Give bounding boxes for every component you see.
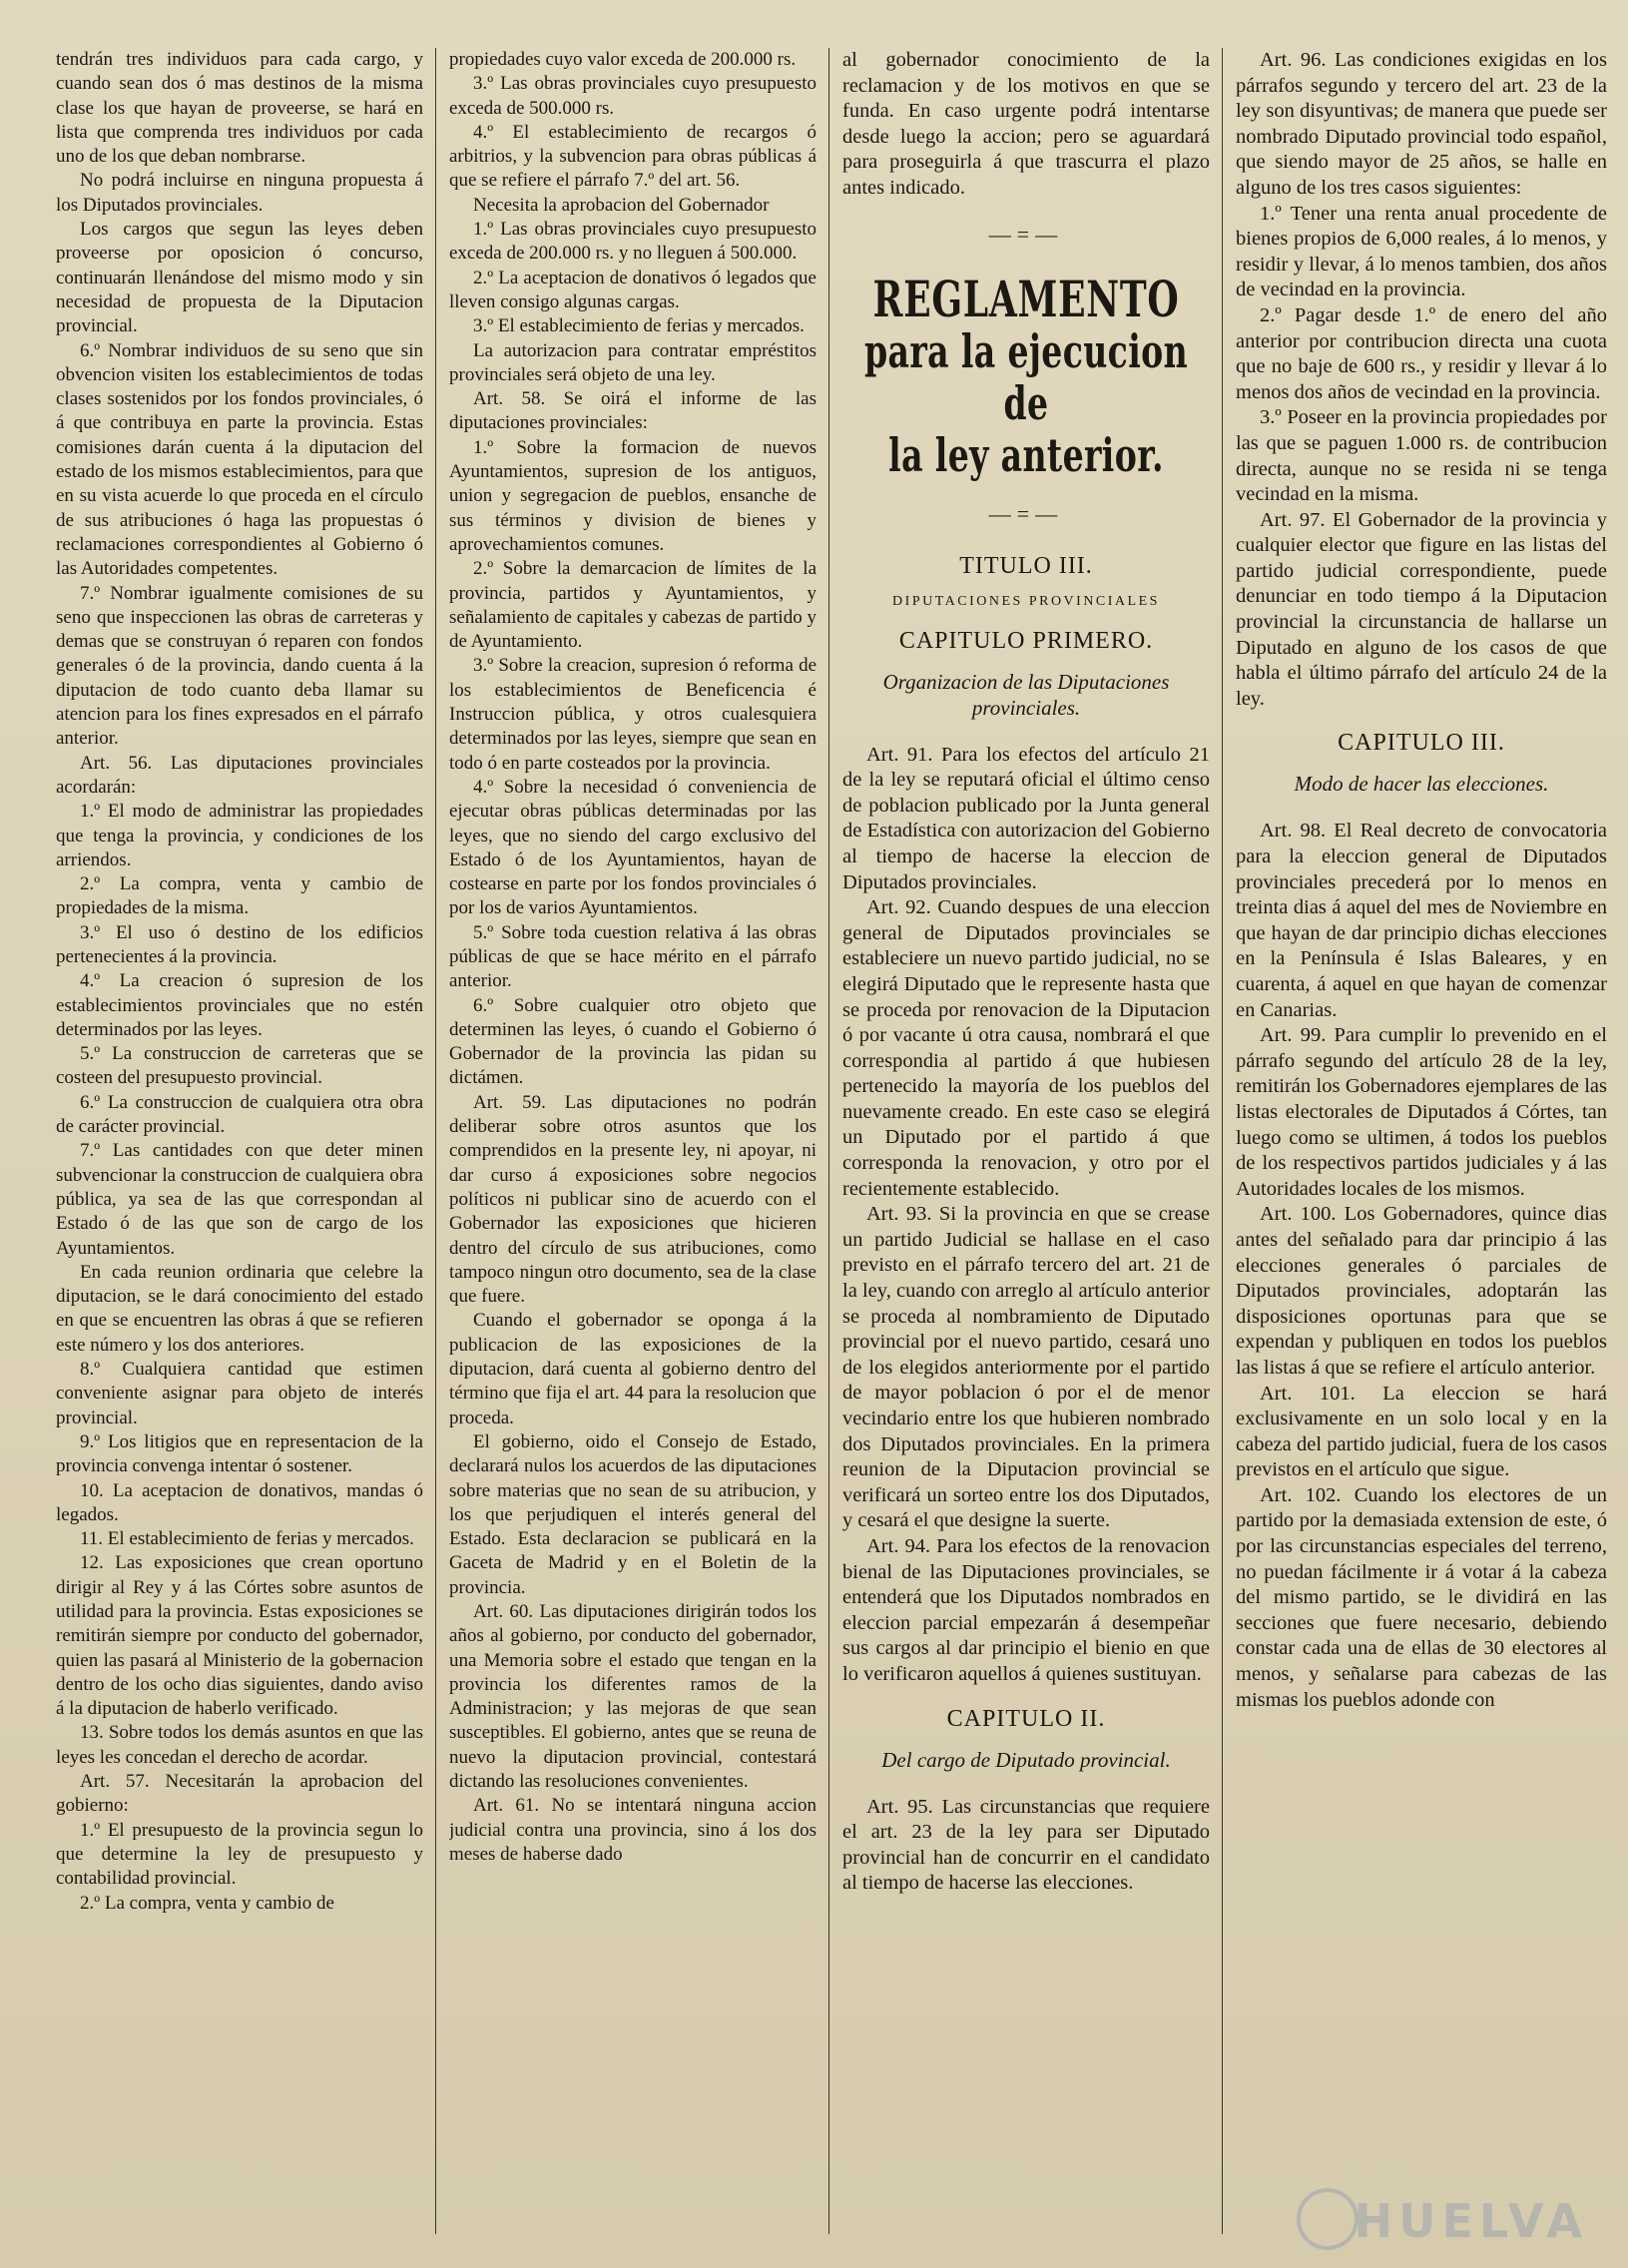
paragraph: Art. 92. Cuando despues de una eleccion general de Diputados provinciales se estableciere un nuevo partido judicial, no se elegirá Diputado que le represente hasta que se proceda por renovacion de la Diputacion ó por vacante ú otra causa, nombrará el que correspondia al partido á que hubiesen pertenecido la mayoría de los pueblos del nuevamente creado. En este caso se elegirá un Diputado por el partido á que corresponda la renovacion, y otro por el recientemente establecido.: [842, 896, 1210, 1200]
paragraph: Art. 97. El Gobernador de la provincia y cualquier elector que figure en las listas del partido judicial correspondiente, puede denunciar en todo tiempo á la Diputacion provincial la circunstancia de hallarse un Diputado en alguno de los casos de que habla el último párrafo del artículo 24 de la ley.: [1236, 508, 1607, 710]
paragraph: 5.º Sobre toda cuestion relativa á las obras públicas de que se hace mérito en el párrafo anterior.: [449, 921, 816, 992]
paragraph: Art. 61. No se intentará ninguna accion judicial contra una provincia, sino á los dos meses de haberse dado: [449, 1795, 816, 1865]
paragraph: 1.º Las obras provinciales cuyo presupuesto exceda de 200.000 rs. y no lleguen á 500.000.: [449, 219, 816, 265]
paragraph: 3.º Sobre la creacion, supresion ó reforma de los establecimientos de Beneficencia é Instruccion pública, y otros cualesquiera determinados por las leyes, siempre que sean en todo ó en parte costeados por la provincia.: [449, 655, 816, 774]
capitulo-2-subtitle: Del cargo de Diputado provincial.: [881, 1747, 1171, 1772]
paragraph: 11. El establecimiento de ferias y mercados.: [80, 1528, 414, 1550]
paragraph: 13. Sobre todos los demás asuntos en que las leyes les concedan el derecho de acordar.: [56, 1722, 423, 1768]
paragraph: 3.º El uso ó destino de los edificios pertenecientes á la provincia.: [56, 921, 423, 967]
paragraph: 3.º Las obras provinciales cuyo presupuesto exceda de 500.000 rs.: [449, 73, 816, 119]
paragraph: Art. 59. Las diputaciones no podrán deliberar sobre otros asuntos que los comprendidos en la presente ley, ni apoyar, ni dar curso á exposiciones sobre negocios políticos ni publicar sino de acuerdo con el Gobernador las exposiciones que hicieren dentro del círculo de sus atribuciones, como tampoco ningun otro documento, sea de la clase que fuere.: [449, 1091, 816, 1308]
section-heading: DIPUTACIONES PROVINCIALES: [892, 593, 1160, 609]
column-3: [842, 48, 1210, 2234]
paragraph: La autorizacion para contratar empréstitos provinciales será objeto de una ley.: [449, 339, 816, 385]
paragraph: 2.º La compra, venta y cambio de propiedades de la misma.: [56, 873, 423, 919]
capitulo-3-heading: CAPITULO III.: [1338, 730, 1505, 757]
paragraph: Art. 98. El Real decreto de convocatoria para la eleccion general de Diputados provinciales precederá por lo menos en treinta dias á aquel del mes de Noviembre en que hayan de dar principio dichas elecciones en la Península é Islas Baleares, y en cuarenta, á aquel en que hayan de comenzar en Canarias.: [1236, 820, 1607, 1021]
paragraph: 6.º Sobre cualquier otro objeto que determinen las leyes, ó cuando el Gobierno ó Gobernador de la provincia las pidan su dictámen.: [449, 994, 816, 1089]
paragraph: 1.º Tener una renta anual procedente de bienes propios de 6,000 reales, á lo menos, y residir y llevar, á lo menos tambien, dos años de vecindad en la provincia.: [1236, 202, 1607, 301]
paragraph: Art. 96. Las condiciones exigidas en los párrafos segundo y tercero del art. 23 de la ley son disyuntivas; de manera que puede ser nombrado Diputado provincial todo español, que siendo mayor de 25 años, se halle en alguno de los tres casos siguientes:: [1236, 49, 1607, 199]
column-4-body: [1236, 48, 1607, 2234]
paragraph: 1.º El modo de administrar las propiedades que tenga la provincia, y condiciones de los arriendos.: [56, 801, 423, 870]
capitulo-1-heading: CAPITULO PRIMERO.: [898, 627, 1154, 654]
capitulo-3-articles: [1236, 819, 1607, 1713]
paragraph: Cuando el gobernador se oponga á la publicacion de las exposiciones de la diputacion, dará cuenta al gobierno dentro del término que fija el art. 44 para la resolucion que proceda.: [449, 1310, 816, 1428]
reglamento-title: REGLAMENTO: [872, 269, 1180, 328]
capitulo-1-subtitle: Organizacion de las Diputaciones provinciales.: [882, 669, 1170, 720]
column-3-body: [842, 48, 1210, 2234]
paragraph: En cada reunion ordinaria que celebre la diputacion, se le dará conocimiento del estado en que se encuentren las obras á que se refieren este número y los dos anteriores.: [56, 1261, 423, 1356]
paragraph: 3.º Poseer en la provincia propiedades por las que se paguen 1.000 rs. de contribucion directa, aunque no se resida ni se tenga vecindad en la misma.: [1236, 406, 1607, 506]
paragraph: 1.º El presupuesto de la provincia segun lo que determine la ley de presupuesto y contabilidad provincial.: [56, 1819, 423, 1890]
paragraph: 4.º El establecimiento de recargos ó arbitrios, y la subvencion para obras públicas á que se refiere el párrafo 7.º del art. 56.: [449, 121, 816, 192]
paragraph: Art. 101. La eleccion se hará exclusivamente en un solo local y en la cabeza del partido judicial, fuera de los casos previstos en el artículo que sigue.: [1236, 1382, 1607, 1481]
paragraph: 2.º La compra, venta y cambio de: [80, 1892, 334, 1914]
paragraph: No podrá incluirse en ninguna propuesta á los Diputados provinciales.: [56, 170, 423, 216]
column-2-text: [449, 48, 816, 2234]
column-1: [56, 48, 423, 2234]
paragraph: El gobierno, oido el Consejo de Estado, declarará nulos los acuerdos de las diputaciones sobre materias que no sean de su atribucion, y los que perjudiquen el interés general del Estado. Esta declaracion se publicará en la Gaceta de Madrid y en el Boletin de la provincia.: [449, 1430, 816, 1598]
paragraph: 9.º Los litigios que en representacion de la provincia convenga intentar ó sostener.: [56, 1430, 423, 1477]
titulo-heading: TITULO III.: [959, 552, 1093, 579]
paragraph: 6.º La construccion de cualquiera otra obra de carácter provincial.: [56, 1091, 423, 1138]
paragraph: 6.º Nombrar individuos de su seno que sin obvencion visiten los establecimientos de todas clases sostenidos por los fondos provinciales, ó á que contribuya en parte la provincia. Estas comisiones darán cuenta á la diputacion del estado de los mismos establecimientos, para que en su vista acuerde lo que proceda en el círculo de sus atribuciones ó haga las propuestas ó reclamaciones correspondientes al Gobierno ó las Autoridades competentes.: [56, 339, 423, 580]
library-seal-icon: [1297, 2188, 1358, 2250]
paragraph: Art. 56. Las diputaciones provinciales acordarán:: [56, 752, 423, 798]
paragraph: Art. 102. Cuando los electores de un partido por la demasiada extension de este, ó por las circunstancias especiales del terreno, no puedan fácilmente ir á votar á la cabeza del mismo partido, se le dividirá en las secciones que fuere necesario, debiendo constar cada una de ellas de 30 electores al menos, y señalarse para cabezas de las mismas los pueblos adonde con: [1236, 1483, 1607, 1711]
paragraph: al gobernador conocimiento de la reclamacion y de los motivos en que se funda. En caso urgente podrá intentarse desde luego la accion; pero se aguardará para proseguirla á que trascurra el plazo antes indicado.: [842, 49, 1210, 199]
paragraph: Los cargos que segun las leyes deben proveerse por oposicion ó concurso, continuarán llenándose del mismo modo y sin necesidad de propuesta de la Diputacion provincial.: [56, 219, 423, 337]
paragraph: Art. 93. Si la provincia en que se crease un partido Judicial se hallase en el caso previsto en el párrafo tercero del art. 21 de la ley, cuando con arreglo al artículo anterior se proceda al nombramiento de Diputado provincial por el nuevo partido, cesará uno de los elegidos anteriormente por el partido de mayor poblacion ó por el de menor vecindario entre los que hubieren nombrado dos Diputados provinciales. En la primera reunion de la Diputacion provincial se verificará un sorteo entre los dos Diputados, y cesará el que designe la suerte.: [842, 1203, 1210, 1532]
paragraph: propiedades cuyo valor exceda de 200.000 rs.: [449, 49, 797, 70]
paragraph: Art. 100. Los Gobernadores, quince dias antes del señalado para dar principio á las elecciones generales ó parciales de Diputados provinciales, adoptarán las disposiciones oportunas para que se expendan y publiquen en todos los pueblos las listas á que se refiere el artículo anterior.: [1236, 1203, 1607, 1379]
paragraph: 12. Las exposiciones que crean oportuno dirigir al Rey y á las Córtes sobre asuntos de utilidad para la provincia. Estas exposiciones se remitirán siempre por conducto del gobernador, quien las pasará al Ministerio de la gobernacion dentro de los ocho dias siguientes, dando aviso á la diputacion de haberlo verificado.: [56, 1552, 423, 1720]
paragraph: 2.º Pagar desde 1.º de enero del año anterior por contribucion directa una cuota que no baje de 600 rs., y residir y llevar á lo menos dos años de vecindad en la provincia.: [1236, 303, 1607, 403]
paragraph: Art. 95. Las circunstancias que requiere el art. 23 de la ley para ser Diputado provincial han de concurrir en el candidato al tiempo de hacerse las elecciones.: [842, 1795, 1210, 1895]
column-4-articles: [1236, 48, 1607, 712]
paragraph: 10. La aceptacion de donativos, mandas ó legados.: [56, 1479, 423, 1525]
paragraph: Necesita la aprobacion del Gobernador: [473, 194, 770, 216]
reglamento-title-line-3: la ley anterior.: [888, 427, 1164, 482]
paragraph: Art. 57. Necesitarán la aprobacion del gobierno:: [56, 1771, 423, 1817]
column-3-intro: [842, 48, 1210, 202]
decorative-rule-2: —=—: [988, 500, 1064, 526]
paragraph: 7.º Nombrar igualmente comisiones de su seno que inspeccionen las obras de carreteras y demas que se construyan ó reparen con fondos generales ó de la provincia, dando cuenta á la diputacion de todo cuanto deba llamar su atencion para los fines expresados en el párrafo anterior.: [56, 582, 423, 750]
paragraph: Art. 91. Para los efectos del artículo 21 de la ley se reputará oficial el último censo de poblacion publicado por la Junta general de Estadística con autorizacion del Gobierno al tiempo de hacerse la eleccion de Diputados provinciales.: [842, 743, 1210, 893]
library-watermark: HUELVA: [1354, 2194, 1588, 2248]
paragraph: 1.º Sobre la formacion de nuevos Ayuntamientos, supresion de los antiguos, union y segregacion de pueblos, ensanche de sus términos y division de bienes y aprovechamientos comunes.: [449, 436, 816, 555]
paragraph: tendrán tres individuos para cada cargo, y cuando sean dos ó mas destinos de la misma clase los que hayan de proveerse, se hará en lista que comprenda tres individuos por cada uno de los que deban nombrarse.: [56, 49, 423, 168]
text-columns: [56, 48, 1607, 2234]
paragraph: Art. 99. Para cumplir lo prevenido en el párrafo segundo del artículo 28 de la ley, remitirán los Gobernadores ejemplares de las listas electorales de Diputados á Córtes, tan luego como se ultimen, á todos los pueblos de los respectivos partidos judiciales y á las Autoridades locales de los mismos.: [1236, 1024, 1607, 1200]
paragraph: 5.º La construccion de carreteras que se costeen del presupuesto provincial.: [56, 1043, 423, 1089]
paragraph: 3.º El establecimiento de ferias y mercados.: [473, 315, 805, 337]
reglamento-title-line-2: para la ejecucion de: [863, 323, 1189, 430]
capitulo-3-subtitle: Modo de hacer las elecciones.: [1294, 772, 1549, 797]
capitulo-2-articles: [842, 1795, 1210, 1897]
paragraph: 8.º Cualquiera cantidad que estimen conveniente asignar para objeto de interés provincial.: [56, 1359, 423, 1428]
paragraph: 2.º Sobre la demarcacion de límites de la provincia, partidos y Ayuntamientos, y señalamiento de capitales y cabezas de partido y de Ayuntamiento.: [449, 558, 816, 653]
paragraph: Art. 58. Se oirá el informe de las diputaciones provinciales:: [449, 388, 816, 434]
decorative-rule: —=—: [988, 221, 1064, 247]
paragraph: Art. 60. Las diputaciones dirigirán todos los años al gobierno, por conducto del gobernador, una Memoria sobre el estado que tengan en la provincia los diferentes ramos de la Administracion; y las mejoras de que sean susceptibles. El gobierno, antes que se reuna de nuevo la diputacion provincial, contestará dictando las resoluciones convenientes.: [449, 1601, 816, 1793]
paragraph: 4.º Sobre la necesidad ó conveniencia de ejecutar obras públicas determinadas por las leyes, que no siendo del cargo exclusivo del Estado ó de los Ayuntamientos, hayan de costearse en parte por los fondos provinciales ó por los de varios Ayuntamientos.: [449, 776, 816, 919]
paragraph: 2.º La aceptacion de donativos ó legados que lleven consigo algunas cargas.: [449, 267, 816, 312]
column-2: [449, 48, 816, 2234]
paragraph: 7.º Las cantidades con que deter minen subvencionar la construccion de cualquiera obra pública, ya sea de las que correspondan al Estado ó de las que son de cargo de los Ayuntamientos.: [56, 1140, 423, 1259]
capitulo-1-articles: [842, 743, 1210, 1688]
column-4: [1236, 48, 1607, 2234]
column-1-text: [56, 48, 423, 2234]
capitulo-2-heading: CAPITULO II.: [946, 1705, 1106, 1732]
paragraph: Art. 94. Para los efectos de la renovacion bienal de las Diputaciones provinciales, se entenderá que los Diputados nombrados en eleccion parcial empezarán á desempeñar sus cargos al dar principio el bienio en que lo verificaron aquellos á quienes sustituyan.: [842, 1534, 1210, 1685]
paragraph: 4.º La creacion ó supresion de los establecimientos provinciales que no estén determinados por las leyes.: [56, 970, 423, 1040]
